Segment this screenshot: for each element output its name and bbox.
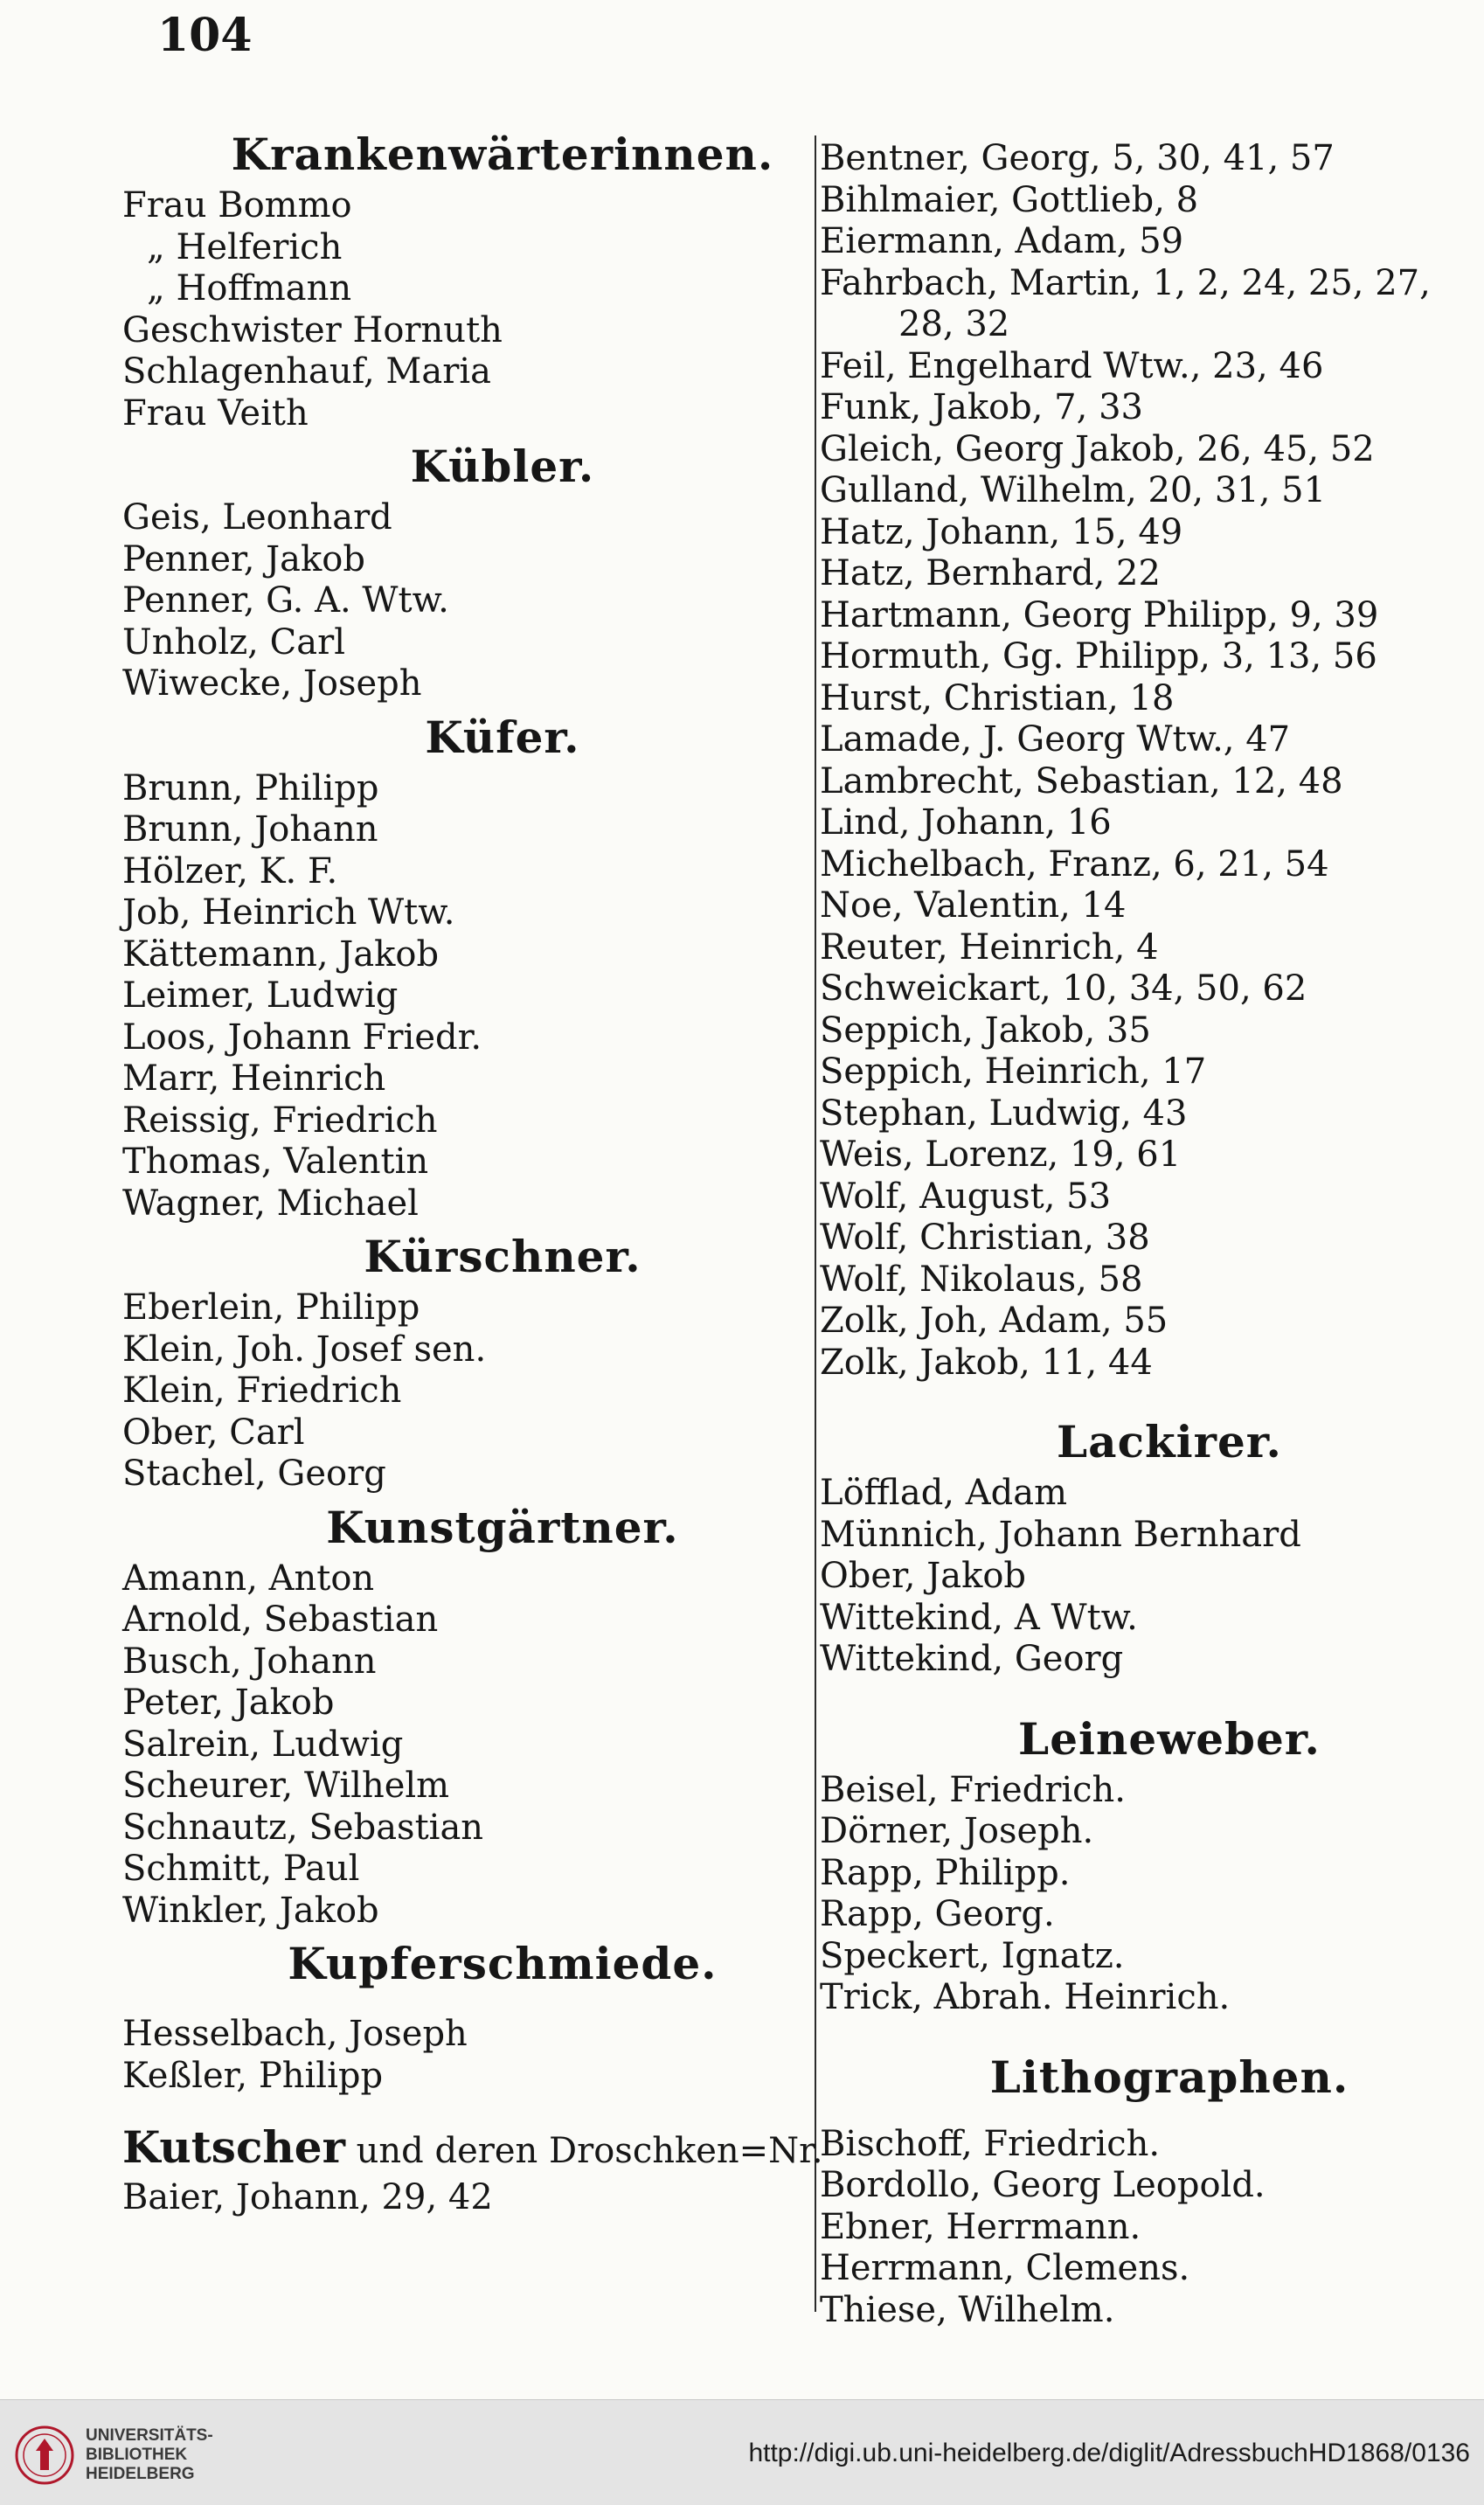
list-item: Bordollo, Georg Leopold. bbox=[820, 2165, 1266, 2205]
list-kuefer bbox=[122, 768, 804, 1225]
list-item: Peter, Jakob bbox=[122, 1683, 335, 1723]
list-kunstgaertner bbox=[122, 1558, 804, 1933]
list-item: Ober, Carl bbox=[122, 1412, 305, 1453]
list-item: Dörner, Joseph. bbox=[820, 1811, 1094, 1851]
list-item: Rapp, Georg. bbox=[820, 1894, 1055, 1934]
list-item: Frau Bommo bbox=[122, 185, 352, 226]
list-item: Hartmann, Georg Philipp, 9, 39 bbox=[820, 594, 1379, 635]
list-item: Wittekind, A Wtw. bbox=[820, 1597, 1138, 1638]
list-item: Stephan, Ludwig, 43 bbox=[820, 1093, 1188, 1134]
list-item: Geschwister Hornuth bbox=[122, 309, 503, 350]
list-item: Weis, Lorenz, 19, 61 bbox=[820, 1135, 1182, 1175]
list-item: Reissig, Friedrich bbox=[122, 1100, 438, 1141]
list-item: Hatz, Johann, 15, 49 bbox=[820, 511, 1183, 552]
list-item: Hesselbach, Joseph bbox=[122, 2014, 468, 2054]
university-seal-icon bbox=[14, 2425, 75, 2486]
heading-leineweber: Leineweber. bbox=[1018, 1712, 1321, 1765]
heading-kunstgaertner: Kunstgärtner. bbox=[326, 1501, 679, 1553]
list-item: Zolk, Joh, Adam, 55 bbox=[820, 1301, 1168, 1341]
list-leineweber bbox=[820, 1770, 1467, 2019]
heading-kutscher-bold: Kutscher bbox=[122, 2121, 345, 2173]
heading-kupferschmiede: Kupferschmiede. bbox=[288, 1938, 718, 1989]
list-item: Ebner, Herrmann. bbox=[820, 2206, 1141, 2247]
list-item: Busch, Johann bbox=[122, 1641, 377, 1682]
list-item: Zolk, Jakob, 11, 44 bbox=[820, 1342, 1153, 1383]
list-item: Schmitt, Paul bbox=[122, 1849, 360, 1889]
list-item: Brunn, Philipp bbox=[122, 767, 379, 808]
list-item: Wagner, Michael bbox=[122, 1183, 419, 1224]
list-item: Job, Heinrich Wtw. bbox=[122, 892, 455, 933]
list-item: Bentner, Georg, 5, 30, 41, 57 bbox=[820, 138, 1335, 178]
list-item: Eberlein, Philipp bbox=[122, 1287, 420, 1328]
list-kuerschner bbox=[122, 1287, 804, 1495]
list-item: Thomas, Valentin bbox=[122, 1141, 429, 1182]
list-item: Geis, Leonhard bbox=[122, 497, 392, 538]
spacer bbox=[820, 1681, 1467, 1707]
list-item: Wolf, Nikolaus, 58 bbox=[820, 1259, 1143, 1300]
list-kutscher-continued bbox=[820, 138, 1467, 1384]
left-column bbox=[122, 122, 823, 2219]
list-item: Wolf, August, 53 bbox=[820, 1176, 1112, 1217]
list-item: Lamade, J. Georg Wtw., 47 bbox=[820, 719, 1291, 760]
heading-lackirer: Lackirer. bbox=[1057, 1416, 1282, 1468]
list-item: Lind, Johann, 16 bbox=[820, 802, 1112, 843]
heading-kutscher bbox=[122, 2121, 823, 2177]
right-column bbox=[820, 138, 1467, 2331]
list-item: Amann, Anton bbox=[122, 1558, 375, 1599]
list-item: Wolf, Christian, 38 bbox=[820, 1218, 1150, 1258]
list-item: Bihlmaier, Gottlieb, 8 bbox=[820, 179, 1199, 220]
institution-line: UNIVERSITÄTS- bbox=[86, 2426, 213, 2445]
list-item: Fahrbach, Martin, 1, 2, 24, 25, 27, bbox=[820, 262, 1431, 303]
list-item: Eiermann, Adam, 59 bbox=[820, 221, 1184, 261]
list-item: Rapp, Philipp. bbox=[820, 1852, 1071, 1893]
list-item: Kättemann, Jakob bbox=[122, 933, 440, 975]
list-item: Klein, Friedrich bbox=[122, 1370, 402, 1411]
list-item: Schweickart, 10, 34, 50, 62 bbox=[820, 968, 1307, 1009]
list-item: Winkler, Jakob bbox=[122, 1890, 379, 1931]
institution-line: HEIDELBERG bbox=[86, 2465, 195, 2483]
list-item: „ Helferich bbox=[147, 226, 343, 267]
list-krankenwaerterinnen bbox=[122, 185, 804, 434]
list-lithographen bbox=[820, 2124, 1467, 2332]
list-item: Loos, Johann Friedr. bbox=[122, 1017, 482, 1058]
list-item: Gulland, Wilhelm, 20, 31, 51 bbox=[820, 470, 1327, 510]
list-item: Herrmann, Clemens. bbox=[820, 2248, 1190, 2288]
list-item: Arnold, Sebastian bbox=[122, 1599, 439, 1640]
institution-name bbox=[86, 2426, 213, 2484]
list-item: Schnautz, Sebastian bbox=[122, 1807, 484, 1848]
list-item: Hormuth, Gg. Philipp, 3, 13, 56 bbox=[820, 636, 1377, 677]
list-item: Wiwecke, Joseph bbox=[122, 663, 422, 704]
list-item: Wittekind, Georg bbox=[820, 1639, 1124, 1679]
list-item: Gleich, Georg Jakob, 26, 45, 52 bbox=[820, 428, 1375, 469]
heading-kuebler: Kübler. bbox=[410, 441, 595, 492]
heading-kuerschner: Kürschner. bbox=[364, 1231, 641, 1282]
heading-kutscher-rest: und deren Droschken=Nr. bbox=[356, 2131, 823, 2171]
source-url-link[interactable]: http://digi.ub.uni-heidelberg.de/diglit/AdressbuchHD1868/0136 bbox=[748, 2439, 1470, 2467]
institution-line: BIBLIOTHEK bbox=[86, 2446, 188, 2464]
list-item: Reuter, Heinrich, 4 bbox=[820, 926, 1159, 968]
list-kutscher bbox=[122, 2177, 804, 2219]
list-item: Keßler, Philipp bbox=[122, 2055, 384, 2096]
list-item: Noe, Valentin, 14 bbox=[820, 885, 1127, 926]
footer-bar bbox=[0, 2399, 1484, 2505]
list-item: Hölzer, K. F. bbox=[122, 850, 338, 892]
list-item: Frau Veith bbox=[122, 392, 309, 434]
list-item: Beisel, Friedrich. bbox=[820, 1769, 1127, 1810]
heading-lithographen: Lithographen. bbox=[989, 2050, 1349, 2103]
list-item: Speckert, Ignatz. bbox=[820, 1935, 1125, 1976]
spacer bbox=[820, 1384, 1467, 1410]
list-item: Funk, Jakob, 7, 33 bbox=[820, 387, 1143, 427]
list-item: Stachel, Georg bbox=[122, 1454, 386, 1494]
page-number: 104 bbox=[157, 9, 253, 62]
list-item: Trick, Abrah. Heinrich. bbox=[820, 1977, 1231, 2017]
heading-krankenwaerterinnen: Krankenwärterinnen. bbox=[231, 128, 774, 180]
list-item: Schlagenhauf, Maria bbox=[122, 351, 491, 392]
list-item: Hatz, Bernhard, 22 bbox=[820, 553, 1161, 593]
list-item: „ Hoffmann bbox=[147, 268, 352, 309]
list-item: Thiese, Wilhelm. bbox=[820, 2289, 1115, 2330]
heading-kuefer: Küfer. bbox=[425, 711, 580, 763]
spacer bbox=[820, 2019, 1467, 2045]
list-item: Penner, G. A. Wtw. bbox=[122, 580, 449, 621]
list-item: Baier, Johann, 29, 42 bbox=[122, 2177, 493, 2217]
list-item: Feil, Engelhard Wtw., 23, 46 bbox=[820, 345, 1324, 386]
list-item: Ober, Jakob bbox=[820, 1556, 1027, 1596]
list-kuebler bbox=[122, 497, 804, 705]
list-lackirer bbox=[820, 1473, 1467, 1681]
list-kupferschmiede bbox=[122, 2014, 804, 2097]
list-item: Unholz, Carl bbox=[122, 621, 345, 663]
list-item: Seppich, Heinrich, 17 bbox=[820, 1051, 1207, 1092]
list-item: Münnich, Johann Bernhard bbox=[820, 1514, 1301, 1555]
column-divider bbox=[815, 135, 816, 2312]
list-item: Leimer, Ludwig bbox=[122, 975, 399, 1016]
list-item-continuation: 28, 32 bbox=[898, 304, 1010, 344]
list-item: Marr, Heinrich bbox=[122, 1058, 386, 1099]
list-item: Bischoff, Friedrich. bbox=[820, 2123, 1161, 2164]
list-item: Seppich, Jakob, 35 bbox=[820, 1010, 1151, 1051]
list-item: Lambrecht, Sebastian, 12, 48 bbox=[820, 760, 1343, 801]
list-item: Penner, Jakob bbox=[122, 538, 365, 579]
list-item: Klein, Joh. Josef sen. bbox=[122, 1329, 487, 1370]
list-item: Michelbach, Franz, 6, 21, 54 bbox=[820, 843, 1329, 885]
list-item: Scheurer, Wilhelm bbox=[122, 1766, 450, 1806]
list-item: Hurst, Christian, 18 bbox=[820, 677, 1175, 718]
list-item: Löfflad, Adam bbox=[820, 1473, 1068, 1513]
list-item: Salrein, Ludwig bbox=[122, 1724, 404, 1765]
list-item: Brunn, Johann bbox=[122, 809, 378, 850]
